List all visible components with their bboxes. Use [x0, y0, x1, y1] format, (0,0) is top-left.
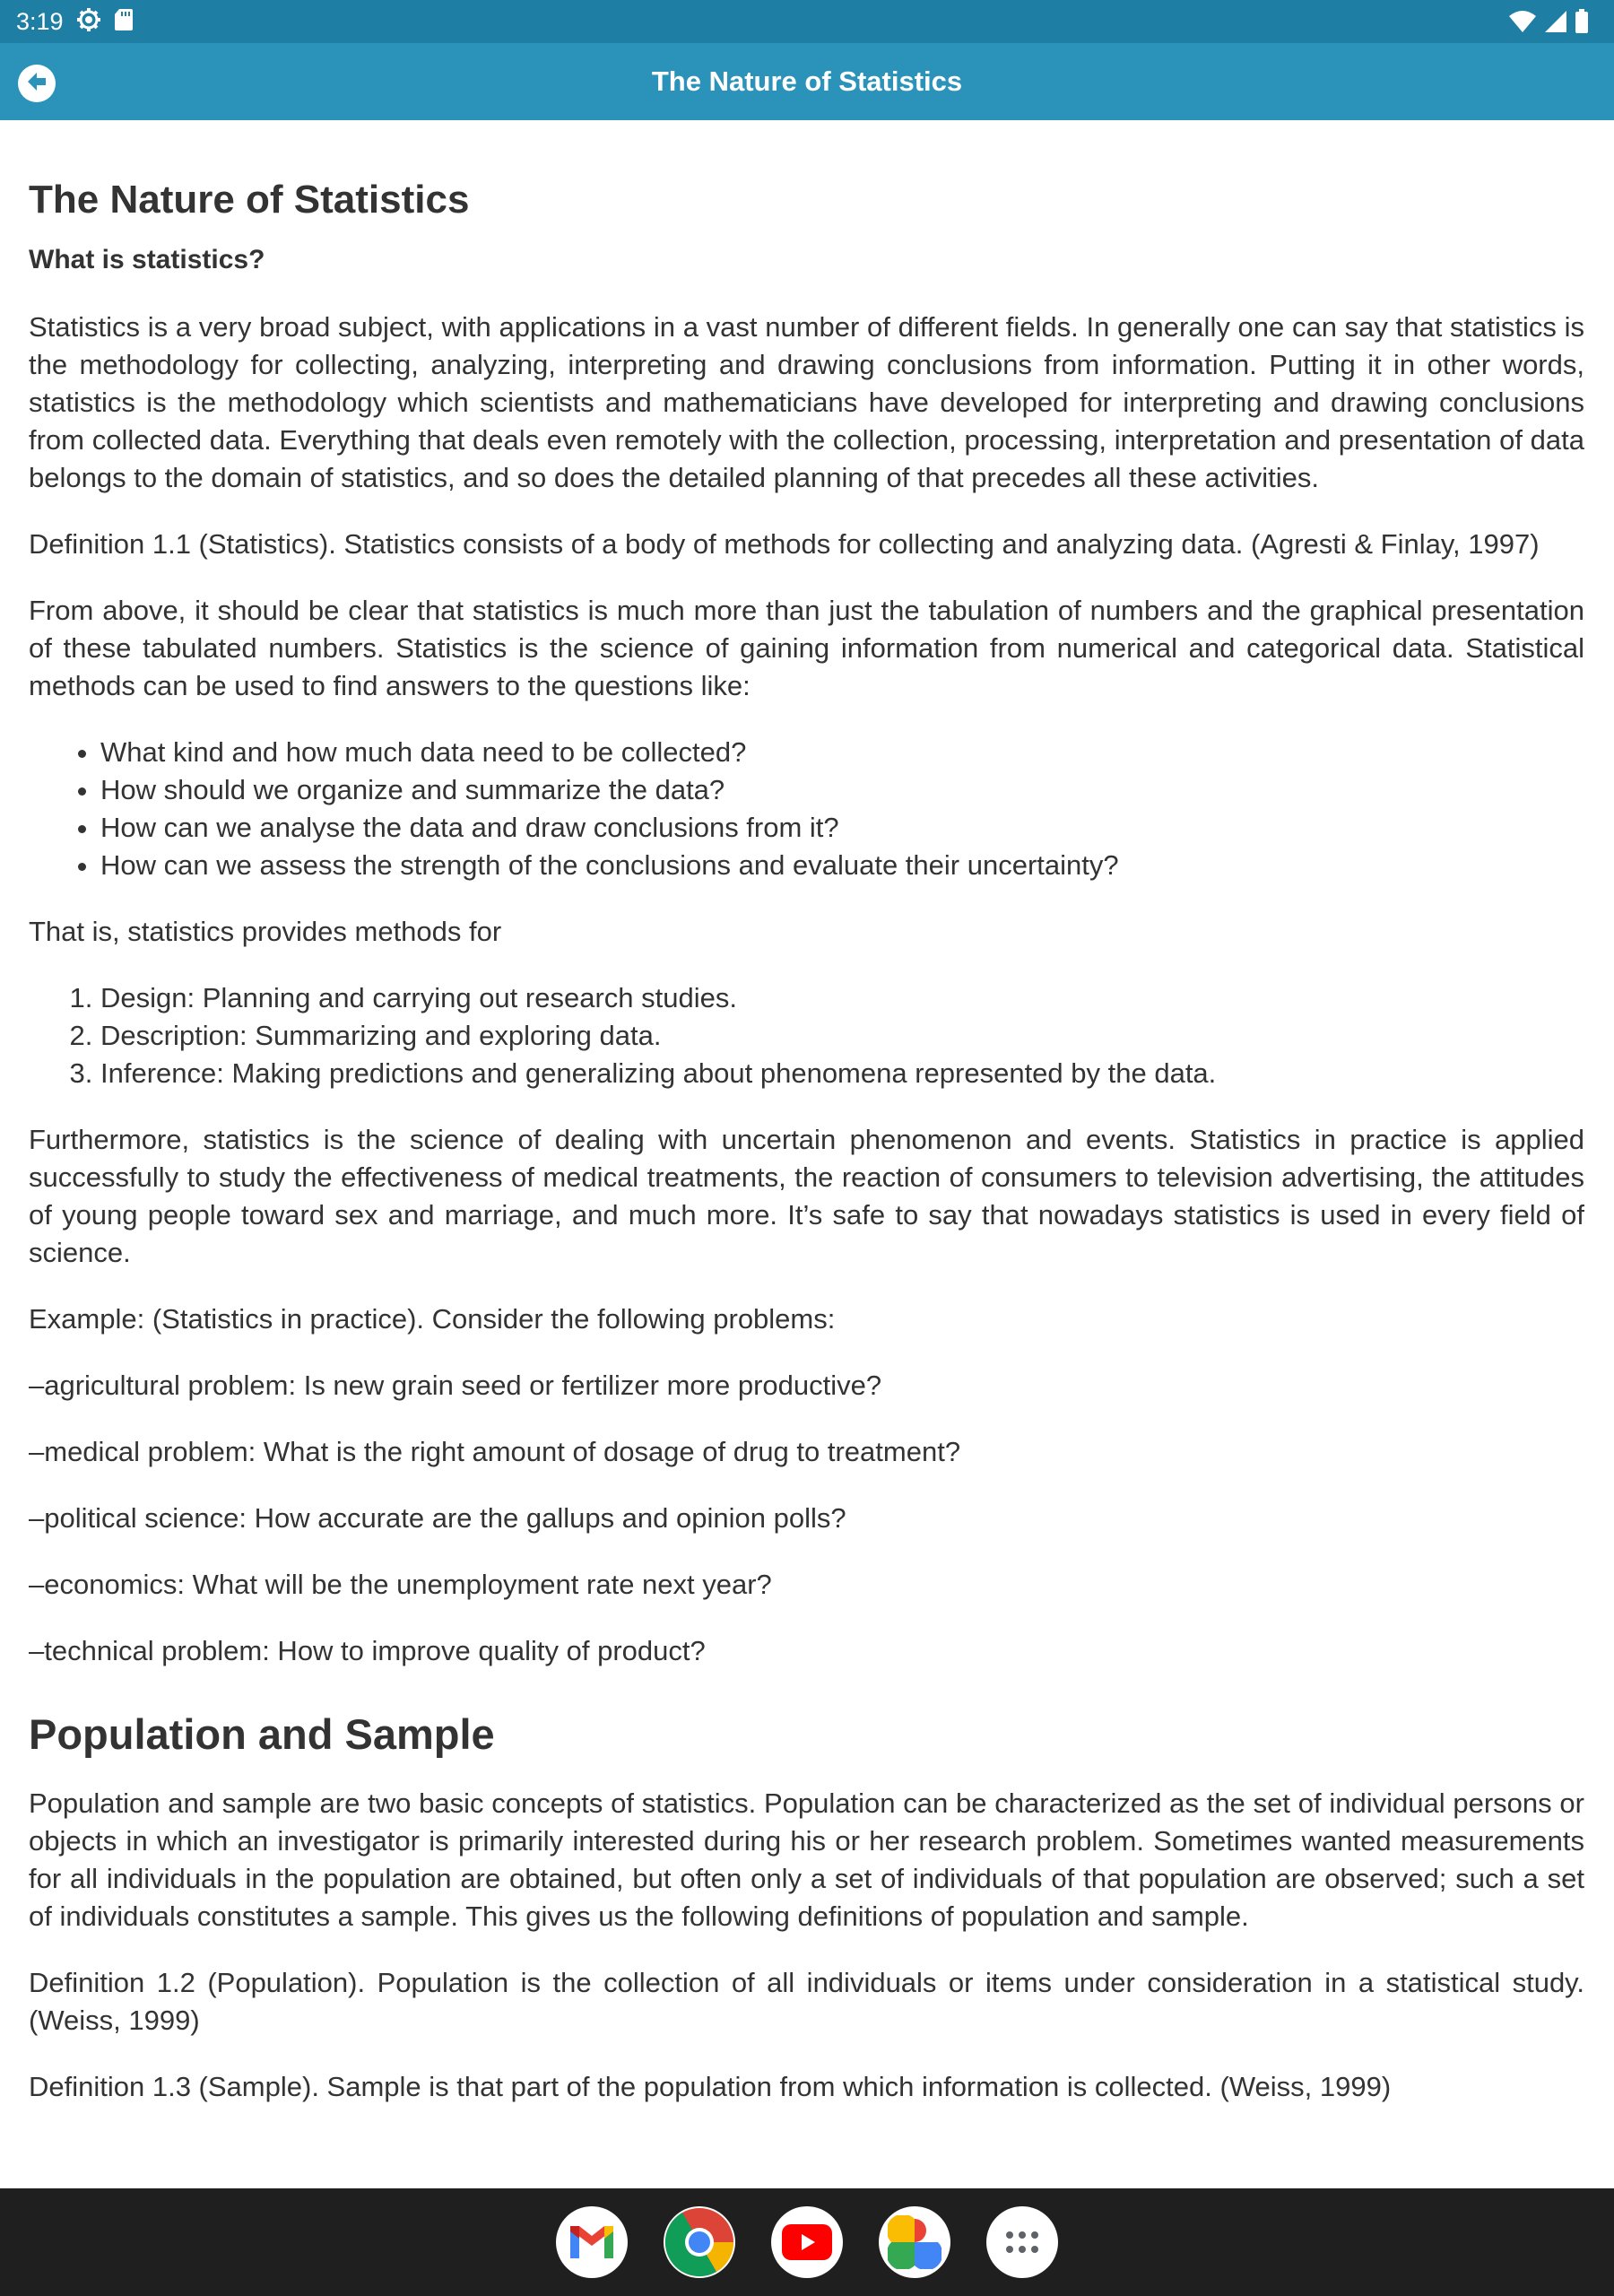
example-item: –medical problem: What is the right amount of dosage of drug to treatment? — [29, 1436, 961, 1467]
app-dock — [0, 2188, 1614, 2296]
section-subheading: What is statistics? — [29, 245, 265, 274]
section-heading: Population and Sample — [29, 1710, 495, 1758]
app-drawer-icon[interactable] — [986, 2206, 1058, 2278]
app-bar — [0, 43, 1614, 120]
article-title: The Nature of Statistics — [29, 178, 470, 222]
list-item: 3. Inference: Making predictions and generalizing about phenomena represented by the data. — [100, 1055, 1584, 1092]
battery-icon — [1575, 9, 1589, 39]
gmail-icon[interactable] — [556, 2206, 628, 2278]
list-item: 2. Description: Summarizing and exploring data. — [100, 1017, 1584, 1055]
paragraph: From above, it should be clear that statistics is much more than just the tabulation of numbers and the graphical presentation of these tabulated numbers. Statistics is the science of gaining information from numerical and categorical data. Statistical methods can be used to find answers to the questions like: — [29, 595, 1584, 701]
paragraph: Example: (Statistics in practice). Consider the following problems: — [29, 1303, 836, 1335]
paragraph: Statistics is a very broad subject, with applications in a vast number of different fields. In generally one can say that statistics is the methodology for collecting, analyzing, interpreting and drawing conclusions from information. Putting it in other words, statistics is the methodology which scientists and mathematicians have developed for interpreting and drawing conclusions from collected data. Everything that deals even remotely with the collection, processing, interpretation and presentation of data belongs to the domain of statistics, and so does the detailed planning of that precedes all these activities. — [29, 311, 1584, 493]
settings-icon — [76, 7, 101, 37]
methods-list — [29, 979, 1584, 1092]
app-bar-title: The Nature of Statistics — [651, 65, 963, 97]
paragraph: Furthermore, statistics is the science of dealing with uncertain phenomenon and events. Statistics in practice is applied successfully to study the effectiveness of medical treatments, the reaction of consumers to television advertising, the attitudes of young people toward sex and marriage, and much more. It’s safe to say that nowadays statistics is used in every field of science. — [29, 1124, 1584, 1268]
paragraph: That is, statistics provides methods for — [29, 916, 502, 947]
definition-paragraph: Definition 1.2 (Population). Population is the collection of all individuals or items under consideration in a statistical study. (Weiss, 1999) — [29, 1967, 1584, 2036]
example-item: –technical problem: How to improve quality of product? — [29, 1635, 706, 1666]
youtube-icon[interactable] — [771, 2206, 843, 2278]
signal-icon — [1544, 10, 1567, 38]
example-item: –political science: How accurate are the gallups and opinion polls? — [29, 1502, 846, 1534]
sd-card-icon — [114, 8, 134, 36]
example-item: –economics: What will be the unemployment rate next year? — [29, 1569, 772, 1600]
wifi-icon — [1508, 10, 1537, 38]
article-content[interactable] — [29, 120, 1584, 2188]
list-item: 1. Design: Planning and carrying out research studies. — [100, 979, 1584, 1017]
list-item: • What kind and how much data need to be collected? — [100, 734, 1584, 771]
list-item: • How can we assess the strength of the conclusions and evaluate their uncertainty? — [100, 847, 1584, 884]
list-item: • How can we analyse the data and draw conclusions from it? — [100, 809, 1584, 847]
definition-paragraph: Definition 1.1 (Statistics). Statistics consists of a body of methods for collecting and analyzing data. (Agresti & Finlay, 1997) — [29, 528, 1540, 560]
paragraph: Population and sample are two basic concepts of statistics. Population can be characterized as the set of individual persons or objects in which an investigator is primarily interested during his or her research problem. Sometimes wanted measurements for all individuals in the population are obtained, but often only a set of individuals of that population are observed; such a set of individuals constitutes a sample. This gives us the following definitions of population and sample. — [29, 1787, 1584, 1932]
chrome-icon[interactable] — [664, 2206, 735, 2278]
example-item: –agricultural problem: Is new grain seed or fertilizer more productive? — [29, 1370, 882, 1401]
definition-paragraph: Definition 1.3 (Sample). Sample is that part of the population from which information is collected. (Weiss, 1999) — [29, 2071, 1392, 2102]
list-item: • How should we organize and summarize the data? — [100, 771, 1584, 809]
status-time: 3:19 — [16, 7, 64, 35]
photos-icon[interactable] — [879, 2206, 950, 2278]
questions-list — [29, 734, 1584, 884]
status-bar — [0, 0, 1614, 43]
